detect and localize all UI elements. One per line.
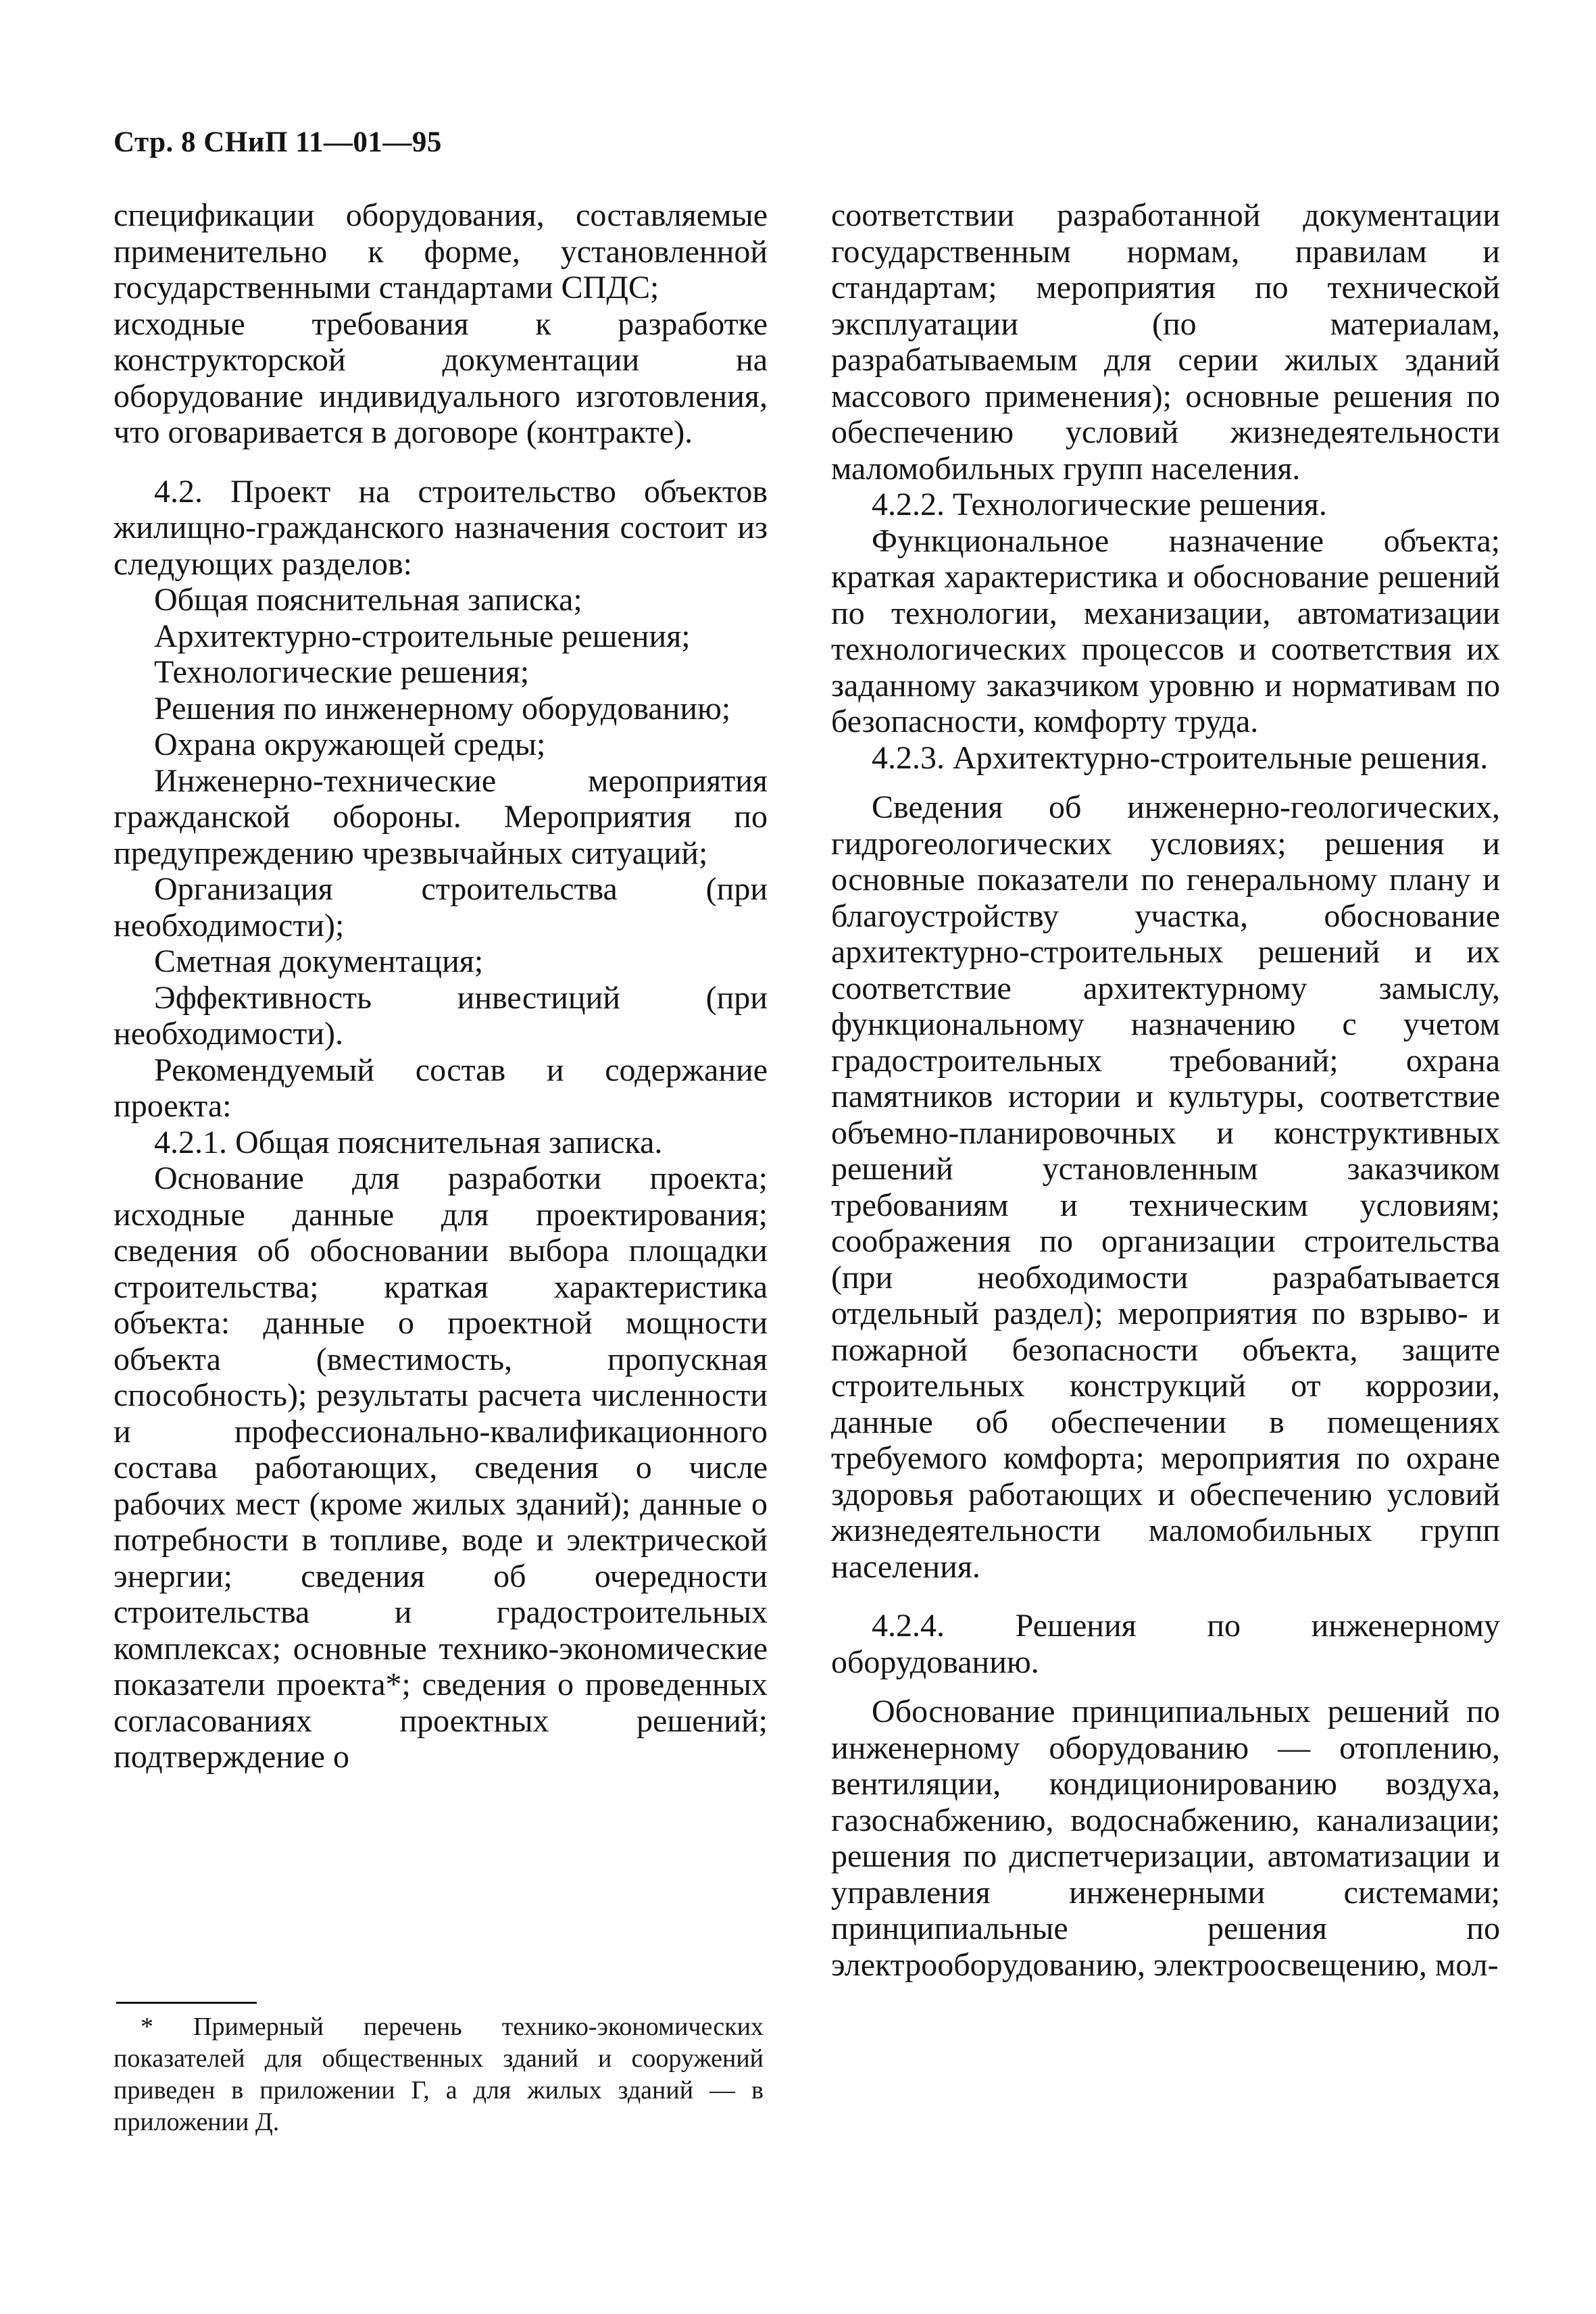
list-item: Решения по инженерному оборудованию; xyxy=(154,690,731,727)
list-item: Инженерно-технические мероприятия гражданской обороны. Мероприятия по предупреждению чрезвычайных ситуаций; xyxy=(114,762,768,871)
left-column xyxy=(114,197,768,1775)
section-4-2-paragraph: 4.2. Проект на строительство объектов жилищно-гражданского назначения состоит из следующих разделов: xyxy=(114,473,768,582)
paragraph: Функциональное назначение объекта; краткая характеристика и обоснование решений по технологии, механизации, автоматизации технологических процессов и соответствия их заданному заказчиком уровню и нормативам по безопасности, комфорту труда. xyxy=(831,522,1500,739)
paragraph: Рекомендуемый состав и содержание проекта: xyxy=(114,1052,768,1124)
paragraph: Обоснование принципиальных решений по инженерному оборудованию — отоплению, вентиляции, кондиционированию воздуха, газоснабжению, водоснабжению, канализации; решения по диспетчеризации, автоматизации и управления инженерными системами; принципиальные решения по электрооборудованию, электроосвещению, мол- xyxy=(831,1694,1500,1983)
list-item: Охрана окружающей среды; xyxy=(154,727,546,762)
paragraph: соответствии разработанной документации государственным нормам, правилам и стандартам; мероприятия по технической эксплуатации (по материалам, разрабатываемым для серии жилых зданий массового применения); основные решения по обеспечению условий жизнедеятельности маломобильных групп населения. xyxy=(831,197,1500,487)
footnote xyxy=(114,2011,764,2138)
list-item: Эффективность инвестиций (при необходимости). xyxy=(114,979,768,1052)
section-heading-4-2-2: 4.2.2. Технологические решения. xyxy=(872,487,1327,522)
section-heading-4-2-3: 4.2.3. Архитектурно-строительные решения. xyxy=(872,739,1489,776)
list-item: Технологические решения; xyxy=(154,654,530,690)
list-item: Архитектурно-строительные решения; xyxy=(154,618,691,654)
list-item: Общая пояснительная записка; xyxy=(154,582,582,618)
paragraph: Основание для разработки проекта; исходные данные для проектирования; сведения об обосновании выбора площадки строительства; краткая характеристика объекта: данные о проектной мощности объекта (вместимость, пропускная способность); результаты расчета численности и профессионально-квалификационного состава работающих, сведения о числе рабочих мест (кроме жилых зданий); данные о потребности в топливе, воде и электрической энергии; сведения об очередности строительства и градостроительных комплексах; основные технико-экономические показатели проекта*; сведения о проведенных согласованиях проектных решений; подтверждение о xyxy=(114,1160,768,1775)
section-heading-4-2-1: 4.2.1. Общая пояснительная записка. xyxy=(154,1124,663,1160)
right-column xyxy=(831,197,1500,1983)
list-item: Организация строительства (при необходимости); xyxy=(114,871,768,943)
footnote-divider xyxy=(116,2002,257,2004)
list-item: Сметная документация; xyxy=(154,943,484,979)
paragraph: исходные требования к разработке конструкторской документации на оборудование индивидуального изготовления, что оговаривается в договоре (контракте). xyxy=(114,305,768,450)
paragraph: Сведения об инженерно-геологических, гидрогеологических условиях; решения и основные показатели по генеральному плану и благоустройству участка, обоснование архитектурно-строительных решений и их соответствие архитектурному замыслу, функциональному назначению с учетом градостроительных требований; охрана памятников истории и культуры, соответствие объемно-планировочных и конструктивных решений установленным заказчиком требованиям и техническим условиям; соображения по организации строительства (при необходимости разрабатывается отдельный раздел); мероприятия по взрыво- и пожарной безопасности объекта, защите строительных конструкций от коррозии, данные об обеспечении в помещениях требуемого комфорта; мероприятия по охране здоровья работающих и обеспечению условий жизнедеятельности маломобильных групп населения. xyxy=(831,789,1500,1585)
footnote-text: * Примерный перечень технико-экономических показателей для общественных зданий и сооружений приведен в приложении Г, а для жилых зданий — в приложении Д. xyxy=(114,2013,764,2136)
section-heading-4-2-4: 4.2.4. Решения по инженерному оборудованию. xyxy=(831,1608,1500,1680)
page-header: Стр. 8 СНиП 11—01—95 xyxy=(114,126,442,158)
paragraph: спецификации оборудования, составляемые применительно к форме, установленной государственными стандартами СПДС; xyxy=(114,197,768,305)
